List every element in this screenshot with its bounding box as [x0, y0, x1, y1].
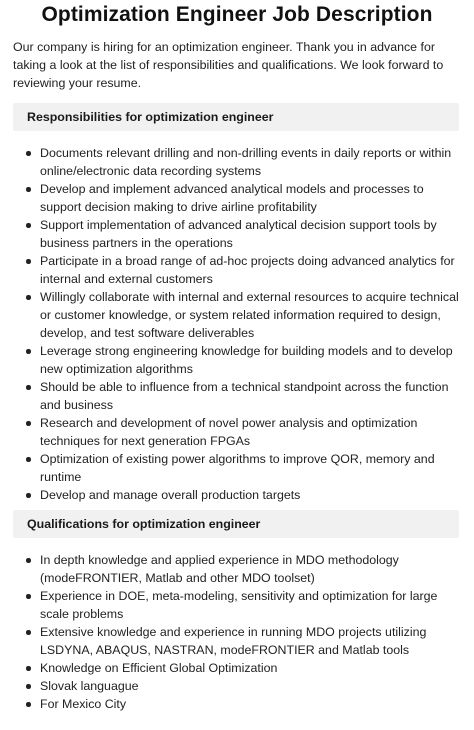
list-item: Participate in a broad range of ad-hoc projects doing advanced analytics for internal and external customers: [0, 252, 474, 288]
list-item: Optimization of existing power algorithms to improve QOR, memory and runtime: [0, 450, 474, 486]
qualifications-section-header: [13, 510, 459, 538]
list-item: For Mexico City: [0, 695, 474, 713]
list-item: In depth knowledge and applied experience in MDO methodology (modeFRONTIER, Matlab and other MDO toolset): [0, 551, 474, 587]
responsibilities-section-header: [13, 103, 459, 131]
list-item: Documents relevant drilling and non-drilling events in daily reports or within online/electronic data recording systems: [0, 144, 474, 180]
intro-paragraph: Our company is hiring for an optimization engineer. Thank you in advance for taking a look at the list of responsibilities and qualifications. We look forward to reviewing your resume.: [13, 40, 444, 90]
list-item: Develop and implement advanced analytical models and processes to support decision making to drive airline profitability: [0, 180, 474, 216]
list-item: Research and development of novel power analysis and optimization techniques for next generation FPGAs: [0, 414, 474, 450]
qualifications-heading: Qualifications for optimization engineer: [27, 517, 261, 531]
responsibilities-list: [0, 144, 474, 504]
responsibilities-heading: Responsibilities for optimization engineer: [27, 110, 274, 124]
list-item: Extensive knowledge and experience in running MDO projects utilizing LSDYNA, ABAQUS, NASTRAN, modeFRONTIER and Matlab tools: [0, 623, 474, 659]
list-item: Should be able to influence from a technical standpoint across the function and business: [0, 378, 474, 414]
list-item: Knowledge on Efficient Global Optimization: [0, 659, 474, 677]
page-title: Optimization Engineer Job Description: [41, 3, 433, 26]
qualifications-list: [0, 551, 474, 713]
list-item: Slovak languague: [0, 677, 474, 695]
list-item: Willingly collaborate with internal and external resources to acquire technical or customer knowledge, or system related information required to design, develop, and test software deliverables: [0, 288, 474, 342]
list-item: Develop and manage overall production targets: [0, 486, 474, 504]
list-item: Leverage strong engineering knowledge for building models and to develop new optimization algorithms: [0, 342, 474, 378]
list-item: Experience in DOE, meta-modeling, sensitivity and optimization for large scale problems: [0, 587, 474, 623]
list-item: Support implementation of advanced analytical decision support tools by business partners in the operations: [0, 216, 474, 252]
